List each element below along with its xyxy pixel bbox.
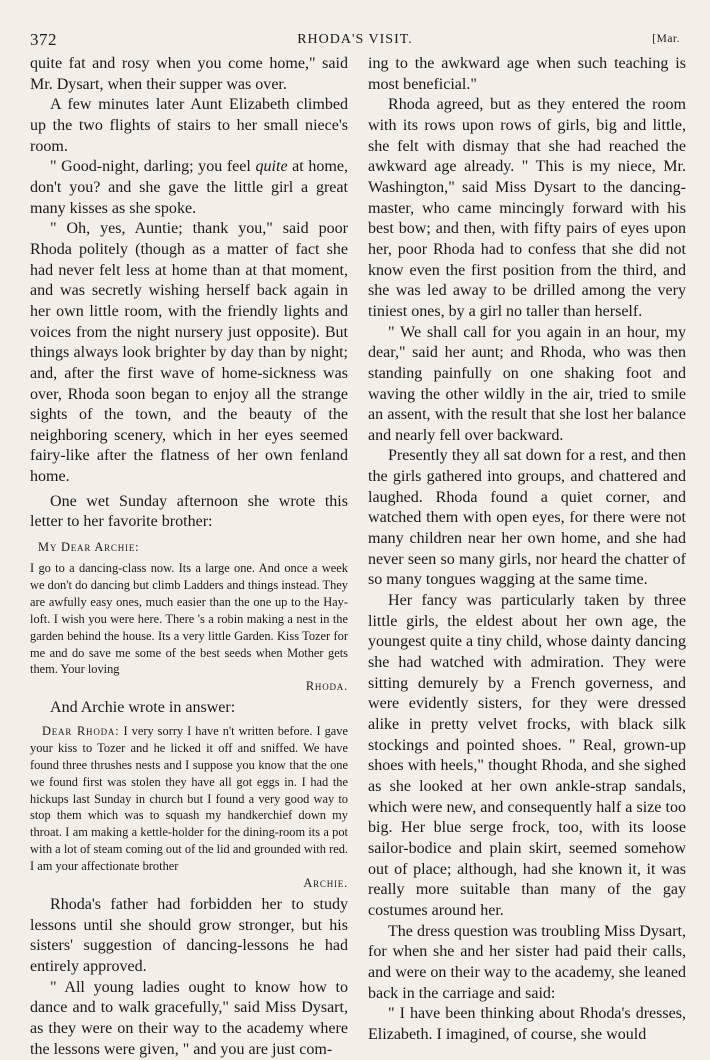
letter-signature: Archie. xyxy=(303,876,348,891)
paragraph: " All young ladies ought to know how to dance and to walk gracefully," said Miss Dysart, as they were on their way to the academy where the lessons were given, " and you are just com- xyxy=(30,978,348,1058)
running-header xyxy=(30,30,680,52)
paragraph: ing to the awkward age when such teaching is most beneficial." xyxy=(368,55,686,93)
paragraph: One wet Sunday afternoon she wrote this letter to her favorite brother: xyxy=(30,492,348,531)
letter-salutation: Dear Rhoda: xyxy=(42,723,120,738)
right-column xyxy=(368,54,686,1046)
paragraph: Presently they all sat down for a rest, and then the girls gathered into groups, and chattered and laughed. Rhoda found a quiet corner, and watched them with open eyes, for there were not many children near her own home, and she had never seen so many girls, nor heard the chatter of so many tongues wagging at the same time. xyxy=(368,447,686,589)
text-run: I very sorry I have n't written before. I gave your kiss to Tozer and he licked it off and sniffed. We have found three thrushes nests and I suppose you know that the one we found first was stolen they have all got eggs in. I had the hickups last Sunday in church but I found a very good way to stop them which was to squash my handkerchief down my throat. I am making a kettle-holder for the dining-room its a pot with a lot of steam coming out of the lid and grounded with red. I am your affectionate brother xyxy=(30,723,348,874)
paragraph: Rhoda's father had forbidden her to study lessons until she should grow stronger, but his sisters' suggestion of dancing-lessons he had entirely approved. xyxy=(30,895,348,975)
paragraph: " Oh, yes, Auntie; thank you," said poor Rhoda politely (though as a matter of fact she had never felt less at home than at that moment, and was secretly wishing herself back again in her own little room, with the friendly lights and voices from the night nursery just opposite). But things always look brighter by day than by night; and, after the first wave of home-sickness was over, Rhoda soon began to enjoy all the strange sights of the town, and the beauty of the neighboring scenery, which in her eyes seemed fairy-like after the flatness of her own fenland home. xyxy=(30,220,348,486)
emphasis: quite xyxy=(255,158,288,176)
letter-body: I go to a dancing-class now. Its a large one. And once a week we don't do dancing but climb Ladders and things instead. They are awfully easy ones, much easier than the one up to the Hay-loft. I wish you were here. There 's a robin making a nest in the garden behind the house. Its a very little Garden. Kiss Tozer for me and do save me some of the best seeds when Mother gets them. Your loving xyxy=(30,561,348,677)
running-title: RHODA'S VISIT. xyxy=(297,32,413,47)
letter-salutation: My Dear Archie: xyxy=(38,540,140,555)
paragraph: A few minutes later Aunt Elizabeth climbed up the two flights of stairs to her small niece's room. xyxy=(30,96,348,155)
paragraph: The dress question was troubling Miss Dysart, for when she and her sister had paid their calls, and were on their way to the academy, she leaned back in the carriage and said: xyxy=(368,922,686,1002)
issue-month: [Mar. xyxy=(652,33,680,45)
paragraph: " We shall call for you again in an hour, my dear," said her aunt; and Rhoda, who was then standing painfully on one shaking foot and waving the other wildly in the air, tried to smile an assent, with the result that she lost her balance and nearly fell over backward. xyxy=(368,323,686,444)
letter-to-rhoda xyxy=(30,723,348,892)
paragraph: quite fat and rosy when you come home," said Mr. Dysart, when their supper was over. xyxy=(30,55,348,93)
letter-signature: Rhoda. xyxy=(305,679,348,694)
page-number: 372 xyxy=(30,30,57,49)
paragraph: Her fancy was particularly taken by three little girls, the eldest about her own age, the youngest quite a tiny child, whose dainty dancing she had watched with admiration. They were sitting demurely by a French governess, and were evidently sisters, for they were dressed alike in pretty velvet frocks, with black silk stockings and pointed shoes. " Real, grown-up shoes with heels," thought Rhoda, and she sighed as she looked at her own ankle-strap sandals, which were new, and consequently half a size too big. Her blue serge frock, too, with its loose sailor-bodice and plain skirt, seemed somehow out of place; although, had she known it, it was really more suitable than many of the gay costumes around her. xyxy=(368,592,686,919)
text-run: at home, don't you? and she gave the little girl a great many kisses as she spoke. xyxy=(30,158,348,217)
letter-body xyxy=(30,723,348,875)
letter-to-archie xyxy=(30,539,348,695)
paragraph: And Archie wrote in answer: xyxy=(50,699,236,717)
paragraph xyxy=(30,157,348,219)
paragraph: " I have been thinking about Rhoda's dresses, Elizabeth. I imagined, of course, she would xyxy=(368,1005,686,1043)
paragraph: Rhoda agreed, but as they entered the room with its rows upon rows of girls, big and little, she felt with dismay that she had reached the awkward age already. " This is my niece, Mr. Washington," said Miss Dysart to the dancing-master, who came mincingly forward with his best bow; and then, with fifty pairs of eyes upon her, poor Rhoda had to confess that she did not know even the first position from the third, and she was led away to be drilled among the very tiniest ones, by a girl no taller than herself. xyxy=(368,96,686,320)
left-column xyxy=(30,54,348,1060)
text-run: " Good-night, darling; you feel xyxy=(50,158,256,176)
